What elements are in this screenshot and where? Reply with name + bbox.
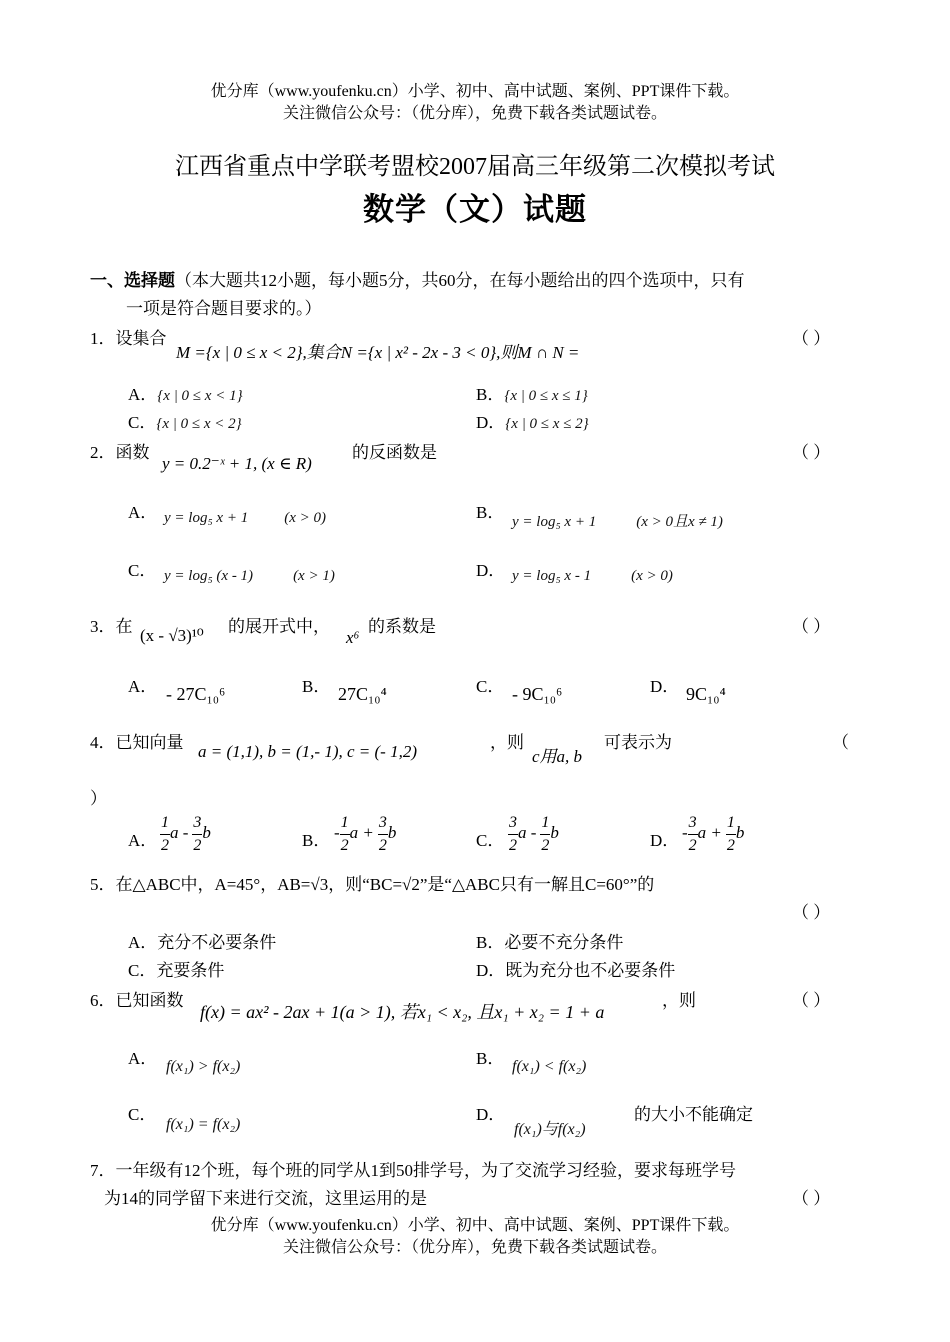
- section-label: 一、选择题: [90, 271, 175, 290]
- q4-bracket-open: （: [832, 733, 849, 752]
- q6-option-b: f(x₁) < f(x₂): [512, 1058, 587, 1075]
- q2-option-a: y = log₅ x + 1 (x > 0): [164, 510, 326, 526]
- q1-lead: 设集合: [115, 329, 167, 348]
- q1-stem: [90, 324, 167, 349]
- q7-line-2: 为14的同学留下来进行交流，这里运用的是: [104, 1189, 427, 1208]
- q5-stem: [90, 870, 654, 895]
- q2-formula: y = 0.2⁻ˣ + 1, (x ∈ R): [162, 454, 312, 473]
- q4-number: 4．: [90, 733, 116, 752]
- q4-formula-2: c用a, b: [532, 747, 583, 766]
- q6-number: 6．: [90, 991, 116, 1010]
- q2-option-b: y = log₅ x + 1 (x > 0且x ≠ 1): [512, 514, 723, 530]
- q3-option-b-label: B．: [302, 677, 331, 696]
- q2-lead: 函数: [115, 443, 150, 462]
- q2-answer-bracket: （ ）: [792, 443, 831, 462]
- q4-mid: ，则: [490, 733, 524, 752]
- q7-line-1: 一年级有12个班，每个班的同学从1到50排学号，为了交流学习经验，要求每班学号: [115, 1161, 736, 1180]
- q2-tail: 的反函数是: [352, 443, 437, 462]
- q2-option-c-label: C．: [128, 561, 157, 580]
- q5-option-b: B．必要不充分条件: [476, 933, 624, 952]
- q4-option-d: - $\frac{3}{2}$ a + $\frac{1}{2}$ b: [682, 814, 745, 854]
- q6-option-a: f(x₁) > f(x₂): [166, 1058, 241, 1075]
- q4-stem: [90, 728, 184, 753]
- q3-option-d-label: D．: [650, 677, 680, 696]
- footer-line-2: 关注微信公众号：（优分库），免费下载各类试题试卷。: [282, 1239, 667, 1256]
- q3-stem: [90, 612, 133, 637]
- q3-term: x⁶: [346, 628, 360, 647]
- q4-option-b-label: B．: [302, 831, 331, 850]
- header-line-1: 优分库（www.youfenku.cn）小学、初中、高中试题、案例、PPT课件下载。: [210, 83, 740, 100]
- q1-formula: M ={x | 0 ≤ x < 2},集合N ={x | x² - 2x - 3 < 0},则M ∩ N =: [176, 343, 580, 362]
- q6-option-b-label: B．: [476, 1049, 505, 1068]
- q3-option-d: 9C₁₀⁴: [686, 684, 726, 704]
- q1-number: 1．: [90, 329, 116, 348]
- q4-lead: 已知向量: [115, 733, 184, 752]
- q5-answer-bracket: （ ）: [792, 903, 831, 922]
- q4-bracket-close: ）: [90, 789, 107, 808]
- q2-option-a-label: A．: [128, 503, 158, 522]
- q3-tail: 的系数是: [368, 617, 436, 636]
- q1-option-b: B．{x | 0 ≤ x ≤ 1}: [476, 385, 588, 404]
- q3-number: 3．: [90, 617, 116, 636]
- q2-option-d: y = log₅ x - 1 (x > 0): [512, 568, 673, 584]
- q6-lead: 已知函数: [115, 991, 184, 1010]
- q4-tail: 可表示为: [604, 733, 672, 752]
- q6-option-a-label: A．: [128, 1049, 158, 1068]
- q4-option-a-label: A．: [128, 831, 158, 850]
- q4-option-c-label: C．: [476, 831, 505, 850]
- q6-option-d: f(x₁)与f(x₂): [514, 1121, 586, 1138]
- q6-stem: [90, 986, 184, 1011]
- footer-line-1: 优分库（www.youfenku.cn）小学、初中、高中试题、案例、PPT课件下载。: [210, 1217, 740, 1234]
- q1-option-d: D．{x | 0 ≤ x ≤ 2}: [476, 413, 589, 432]
- q5-option-c: C．充要条件: [128, 961, 225, 980]
- q4-option-b: - $\frac{1}{2}$ a + $\frac{3}{2}$ b: [334, 814, 397, 854]
- q6-option-c: f(x₁) = f(x₂): [166, 1116, 241, 1133]
- section-intro-line-1: （本大题共12小题，每小题5分，共60分，在每小题给出的四个选项中，只有: [175, 271, 745, 290]
- q5-option-d: D．既为充分也不必要条件: [476, 961, 676, 980]
- q3-option-c: - 9C₁₀⁶: [512, 684, 563, 704]
- section-intro: [90, 266, 745, 291]
- q3-option-b: 27C₁₀⁴: [338, 684, 387, 704]
- q2-number: 2．: [90, 443, 116, 462]
- q4-option-c: $\frac{3}{2}$ a - $\frac{1}{2}$ b: [509, 814, 559, 854]
- q3-formula: (x - √3)¹⁰: [140, 626, 204, 645]
- q4-formula: a = (1,1), b = (1,- 1), c = (- 1,2): [198, 742, 417, 761]
- q4-option-a: $\frac{1}{2}$ a - $\frac{3}{2}$ b: [161, 814, 211, 854]
- q6-answer-bracket: （ ）: [792, 991, 831, 1010]
- q1-option-a: A．{x | 0 ≤ x < 1}: [128, 385, 243, 404]
- q3-option-a: - 27C₁₀⁶: [166, 684, 226, 704]
- q2-option-c: y = log₅ (x - 1) (x > 1): [164, 568, 335, 584]
- q6-option-d-label: D．: [476, 1105, 506, 1124]
- q3-option-c-label: C．: [476, 677, 505, 696]
- q7-number: 7．: [90, 1161, 116, 1180]
- q6-option-c-label: C．: [128, 1105, 157, 1124]
- q6-option-d-tail: 的大小不能确定: [634, 1105, 753, 1124]
- q3-mid: 的展开式中，: [228, 617, 330, 636]
- q1-option-c: C．{x | 0 ≤ x < 2}: [128, 413, 242, 432]
- q1-answer-bracket: （ ）: [792, 329, 831, 348]
- q5-text: 在△ABC中，A=45°，AB=√3，则“BC=√2”是“△ABC只有一解且C=60°”的: [115, 875, 655, 894]
- q3-lead: 在: [115, 617, 133, 636]
- q4-option-d-label: D．: [650, 831, 680, 850]
- q6-formula: f(x) = ax² - 2ax + 1(a > 1), 若x₁ < x₂, 且x₁ + x₂ = 1 + a: [200, 1002, 605, 1022]
- section-intro-line-2: 一项是符合题目要求的。）: [126, 299, 322, 318]
- q2-stem: [90, 438, 150, 463]
- q2-option-b-label: B．: [476, 503, 505, 522]
- q6-tail: ，则: [662, 991, 696, 1010]
- exam-subtitle: 数学（文）试题: [363, 192, 587, 227]
- q7-answer-bracket: （ ）: [792, 1189, 831, 1208]
- q7-stem: [90, 1156, 736, 1181]
- q2-option-d-label: D．: [476, 561, 506, 580]
- q3-option-a-label: A．: [128, 677, 158, 696]
- q5-option-a: A．充分不必要条件: [128, 933, 277, 952]
- exam-title: 江西省重点中学联考盟校2007届高三年级第二次模拟考试: [175, 154, 775, 180]
- q5-number: 5．: [90, 875, 116, 894]
- header-line-2: 关注微信公众号：（优分库），免费下载各类试题试卷。: [282, 105, 667, 122]
- q3-answer-bracket: （ ）: [792, 617, 831, 636]
